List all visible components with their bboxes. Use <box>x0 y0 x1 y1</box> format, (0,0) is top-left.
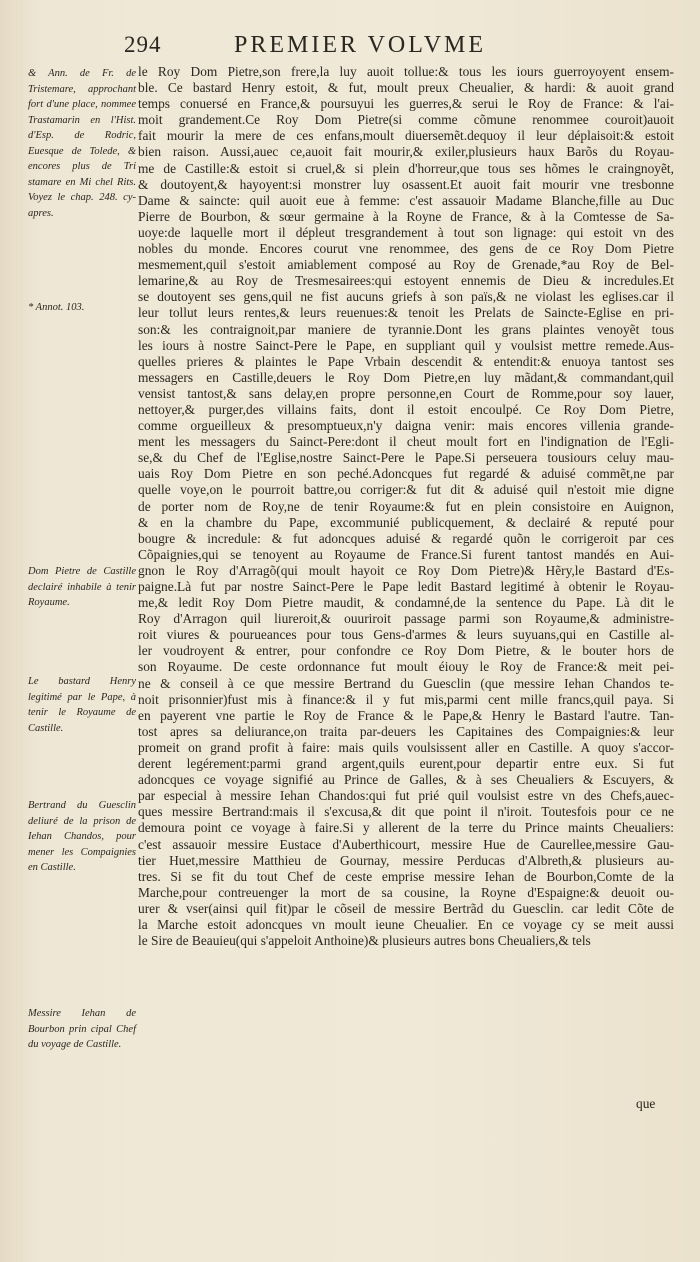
text-line: demoura point ce voyage à faire.Si y allerent de la terre du Prince maints Cheualiers: <box>138 820 674 836</box>
text-line: promeit on grand profit à faire: mais quils voulsissent aller en Castille. A quoy s'accor- <box>138 739 674 755</box>
text-line: uoye:de laquelle mort il dépleut tresgrandement à tout son lignage: qui estoit vn des <box>138 224 674 240</box>
text-line: quelles prieres & plaintes le Pape Vrbain descendit & entendit:& enuoya tantost ses <box>138 353 674 369</box>
text-line: derent legérement:parmi grand argent,quils eurent,pour departir entre eux. Si fut <box>138 756 674 772</box>
running-title: PREMIER VOLVME <box>234 32 487 58</box>
text-line: tres. Si se fit du tout Chef de ceste emprise messire Iehan de Bourbon,Comte de la <box>138 868 674 884</box>
text-line: ment les messagers du Sainct-Pere:dont il cheut moult fort en l'indignation de l'Egli- <box>138 434 674 450</box>
text-line: le Roy Dom Pietre,son frere,la luy auoit tollue:& tous les iours guerroyoyent ensem- <box>138 64 674 79</box>
text-line: gnon le Roy d'Arragõ(qui moult hayoit ce Roy Dom Pietre)& Hẽry,le Bastard d'Es- <box>138 562 674 578</box>
text-line: ne & conseil à ce que messire Bertrand du Guesclin (que messire Iehan Chandos te- <box>138 675 674 691</box>
text-line: temps conuersé en France,& poursuyui les guerres,& serui le Roy de France: & l'ai- <box>138 96 674 112</box>
text-line: fait mourir la mere de ces enfans,moult diuersemẽt.dequoy il leur déplaisoit:& estoit <box>138 128 674 144</box>
text-line: les iours à nostre Sainct-Pere le Pape, en suppliant quil y voulsist mettre remede.Aus- <box>138 337 674 353</box>
text-line: se,& du Chef de l'Eglise,nostre Sainct-Pere le Pape.Si perseuera tousiours celuy mau- <box>138 450 674 466</box>
text-line: mesmement,quil s'estoit amiablement composé au Roy de Grenade,*au Roy de Bel- <box>138 257 674 273</box>
text-line: moit grandement.Ce Roy Dom Pietre(si comme cõmune renommee couroit)auoit <box>138 112 674 128</box>
text-line: me de Castille:& estoit si cruel,& si plein d'horreur,que tous ses hõmes le craingnoyẽt, <box>138 160 674 176</box>
margin-note: Dom Pietre de Castille declairé inhabile à tenir Royaume. <box>28 566 136 608</box>
text-line: le Sire de Beauieu(qui s'appeloit Anthoine)& plusieurs autres bons Cheualiers,& tels <box>138 933 591 949</box>
text-line: c'est assauoir messire Eustace d'Auberthicourt, messire Hue de Caurellee,messire Gau- <box>138 836 674 852</box>
text-line: urer & vser(ainsi quil fit)par le cõseil de messire Bertrãd du Guesclin. car ledit Cõte de <box>138 900 674 916</box>
text-line: & en la chambre du Pape, excommunié publicquement, & declairé & reputé pour <box>138 514 674 530</box>
text-line: leur tollut leurs rentes,& leurs reuenues:& tenoit les Prelats de Saincte-Eglise en pri- <box>138 305 674 321</box>
text-line: ques messire Bertrand:mais il s'excusa,& dit que point il n'iroit. Toutesfois pour ce ne <box>138 804 674 820</box>
text-line: uais Roy Dom Pietre en son peché.Adoncques fut regardé & aduisé commẽt,ne par <box>138 466 674 482</box>
margin-note: Le bastard Henry legitimé par le Pape, à tenir le Royaume de Castille. <box>28 676 136 734</box>
text-line: bougre & incredule: & fut adoncques aduisé & regardé quõn le corrigeroit par ces <box>138 530 674 546</box>
text-line: quelle voye,on le pourroit battre,ou corriger:& fut dit & aduisé quil n'estoit mie digne <box>138 482 674 498</box>
margin-note: Messire Iehan de Bourbon prin cipal Chef du voyage de Castille. <box>28 1008 136 1050</box>
text-line: par especial à messire Iehan Chandos:qui fut prié quil voulsist estre vn des Chefs,auec- <box>138 788 674 804</box>
page-header <box>124 30 544 60</box>
text-line: la Marche estoit adoncques vn moult ieune Cheualier. En ce voyage cy se meit aussi <box>138 916 674 932</box>
text-line: tier Huet,messire Matthieu de Gournay, messire Perducas d'Albreth,& plusieurs au- <box>138 852 674 868</box>
text-line: roit viures & pourueances pour tous Gens-d'armes & leurs suyuans,qui en Castille al- <box>138 627 674 643</box>
text-line: son:& les contraignoit,par maniere de tyrannie.Dont les grans plaintes venoyẽt tous <box>138 321 674 337</box>
body-text <box>138 64 674 949</box>
text-line: messagers en Castille,deuers le Roy Dom Pietre,en luy mãdant,& commandant,quil <box>138 369 674 385</box>
text-line: vensist tantost,& sans delay,en propre personne,en Court de Romme,pour soy lauer, <box>138 385 674 401</box>
text-line: bien raison. Aussi,auec ce,auoit fait mourir,& exiler,plusieurs haux Barõs du Royau- <box>138 144 674 160</box>
text-line: & doutoyent,& hayoyent:si monstrer luy osassent.Et auoit fait mourir vne tresbonne <box>138 176 674 192</box>
text-line: Roy d'Arragon quil liureroit,& ouuriroit passage parmi son Royaume,& administre- <box>138 611 674 627</box>
text-line: lemarine,& au Roy de Tresmesairees:qui estoyent ennemis de Dieu & incredules.Et <box>138 273 674 289</box>
margin-note: * Annot. 103. <box>28 302 85 313</box>
text-line: adoncques ce voyage signifié au Prince de Galles, & à ses Cheualiers & Escuyers, & <box>138 772 674 788</box>
text-line: noit prisonnier)fust mis à finance:& il y fut mis,parmi cent mille francs,quil paya. Si <box>138 691 674 707</box>
text-line: se doutoyent ses gens,quil ne fist aucuns griefs à son païs,& ne violast les eglises.car il <box>138 289 674 305</box>
text-line: ler voudroyent & entrer, pour confondre ce Roy Dom Pietre, & le bouter hors de <box>138 643 674 659</box>
text-line: me,& ledit Roy Dom Pietre maudit, & condamné,de la sentence du Pape. Là dit le <box>138 595 674 611</box>
text-line: ble. Ce bastard Henry estoit, & fut, moult preux Cheualier, & hardi: & auoit grand <box>138 80 674 96</box>
text-line: en payerent vne partie le Roy de France & le Pape,& Henry le Bastard l'autre. Tan- <box>138 707 674 723</box>
margin-note: Bertrand du Guesclin deliuré de la prison de Iehan Chandos, pour mener les Compaignies en Castille. <box>28 800 136 873</box>
text-line: Cõpaignies,qui se tenoyent au Royaume de France.Si furent tantost mandés en Aui- <box>138 546 674 562</box>
text-line: comme orgueilleux & presomptueux,n'y daigna venir: mais encores villenia grande- <box>138 418 674 434</box>
catchword: que <box>636 1096 656 1111</box>
text-line: son Royaume. De ceste ordonnance fut moult éiouy le Roy de France:& meit pei- <box>138 659 674 675</box>
text-line: de porter nom de Roy,ne de tenir Royaume:& fut en plein consistoire en Auignon, <box>138 498 674 514</box>
text-line: Pierre de Bourbon, & sœur germaine à la Royne de France, & à la Comtesse de Sa- <box>138 208 674 224</box>
text-line: tost apres sa deliurance,on traita par-deuers les Capitaines des Compaignies:& leur <box>138 723 674 739</box>
margin-note: & Ann. de Fr. de Tristemare, approchant fort d'une place, nommee Trastamarin en l'Hist. d'Esp. de Rodric, Euesque de Tolede, & encores plus de Tri stamare en Mi chel Rits. Voyez le chap. 248. cy-apres. <box>28 68 136 219</box>
page-number: 294 <box>124 32 162 57</box>
text-line: paigne.Là fut par nostre Sainct-Pere le Pape ledit Bastard legitimé à obtenir le Royau- <box>138 579 674 594</box>
text-line: Dame & saincte: quil auoit eue à femme: c'est assauoir Madame Blanche,fille au Duc <box>138 192 674 208</box>
text-line: nettoyer,& purger,des villains faits, dont il estoit encoulpé. Ce Roy Dom Pietre, <box>138 401 674 417</box>
text-line: Marche,pour contreuenger la mort de sa cousine, la Royne d'Espaigne:& deuoit ou- <box>138 884 674 900</box>
text-line: nobles du monde. Encores courut vne renommee, des gens de ce Roy Dom Pietre <box>138 241 674 257</box>
